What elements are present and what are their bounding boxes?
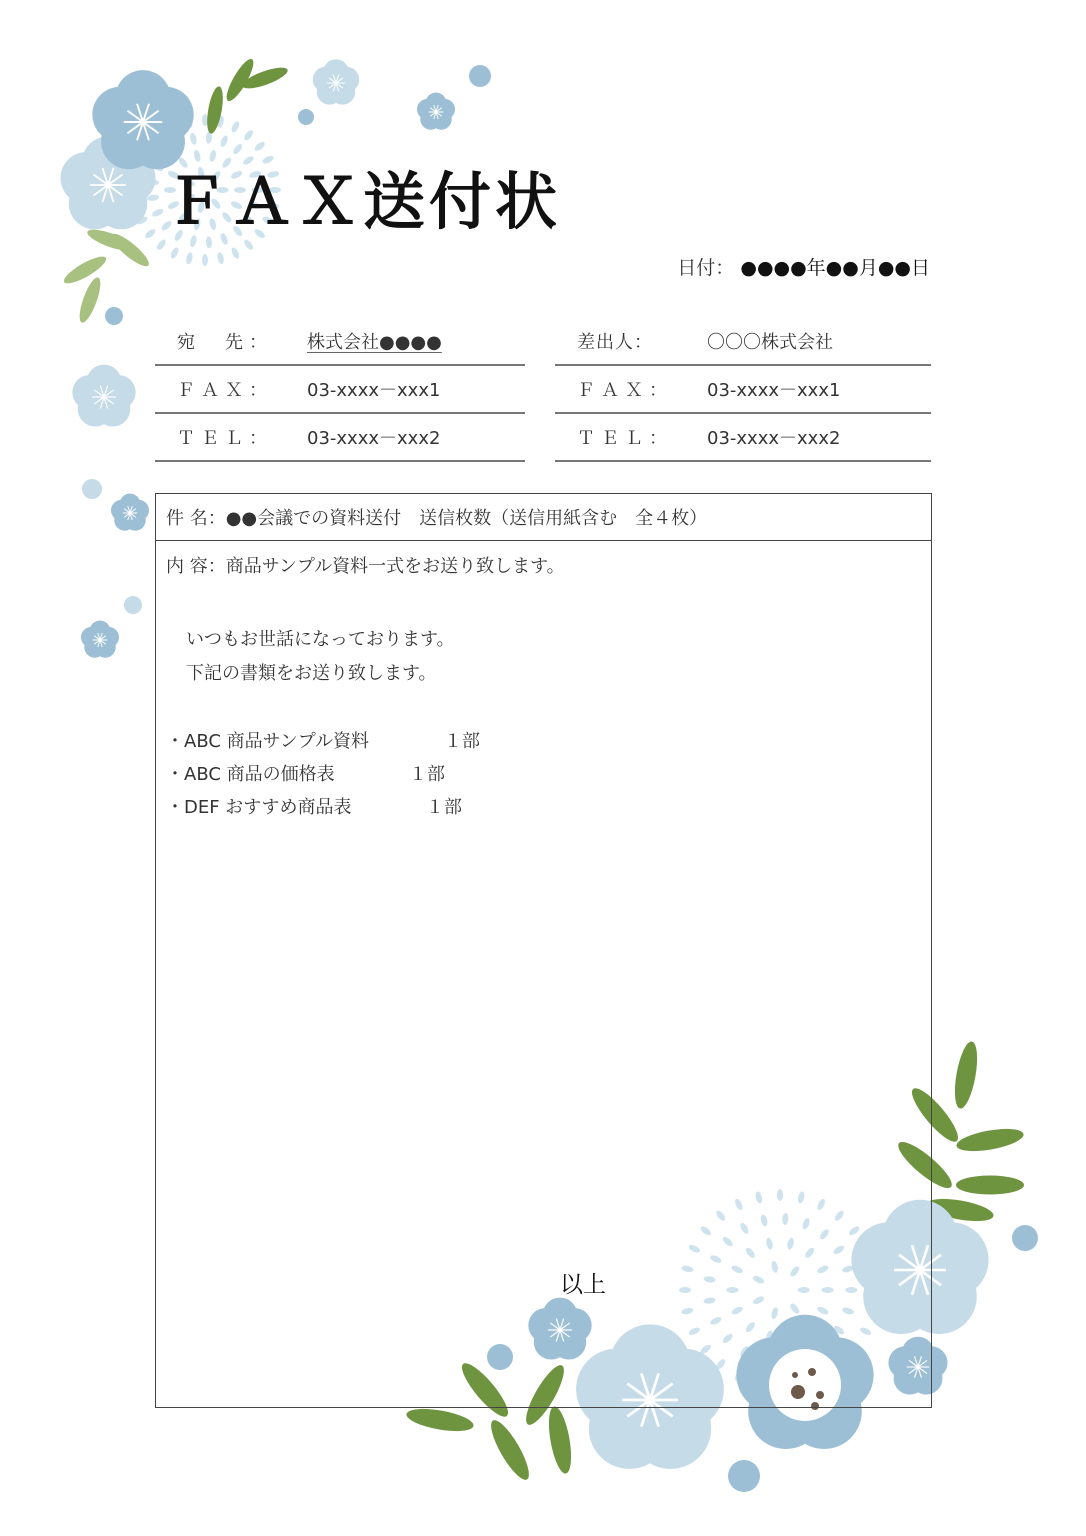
message-box bbox=[155, 493, 932, 1408]
field-value: 03-xxxx－xxx2 bbox=[307, 428, 441, 449]
field-value: 株式会社●●●● bbox=[307, 332, 442, 353]
field-label: ＦＡＸ： bbox=[577, 380, 673, 401]
leaf-icon bbox=[545, 1405, 576, 1475]
chrysanthemum-icon bbox=[144, 228, 157, 240]
list-item bbox=[166, 793, 462, 819]
sender-block bbox=[555, 318, 931, 462]
chrysanthemum-icon bbox=[169, 246, 180, 259]
field-value: 03-xxxx－xxx2 bbox=[707, 428, 841, 449]
leaf-icon bbox=[951, 1040, 982, 1110]
chrysanthemum-icon bbox=[151, 207, 164, 218]
dot-icon bbox=[728, 1460, 760, 1492]
chrysanthemum-icon bbox=[216, 252, 225, 265]
leaf-icon bbox=[955, 1125, 1025, 1156]
item-name: ・ABC 商品サンプル資料 bbox=[166, 731, 370, 752]
date-label: 日付： bbox=[677, 257, 735, 279]
field-value: 03-xxxx－xxx1 bbox=[707, 380, 841, 401]
sender-tel-row bbox=[555, 414, 931, 462]
leaf-icon bbox=[485, 1416, 535, 1484]
field-value: 〇〇〇株式会社 bbox=[707, 332, 833, 353]
field-label: ＴＥＬ： bbox=[177, 428, 273, 449]
chrysanthemum-icon bbox=[189, 132, 198, 145]
greeting-line-1: いつもお世話になっております。 bbox=[186, 629, 455, 650]
dot-icon bbox=[1012, 1225, 1038, 1251]
item-qty: １部 bbox=[409, 764, 445, 785]
field-label: 差出人： bbox=[577, 332, 653, 353]
chrysanthemum-icon bbox=[230, 246, 241, 259]
recipient-name-row bbox=[155, 318, 525, 366]
leaf-icon bbox=[61, 252, 109, 288]
dot-icon bbox=[82, 479, 102, 499]
dot-icon bbox=[469, 65, 491, 87]
chrysanthemum-icon bbox=[230, 120, 241, 133]
field-label: ＴＥＬ： bbox=[577, 428, 673, 449]
content-summary: 内 容：商品サンプル資料一式をお送り致します。 bbox=[166, 556, 565, 577]
item-name: ・DEF おすすめ商品表 bbox=[166, 797, 352, 818]
chrysanthemum-icon bbox=[253, 140, 266, 152]
dot-icon bbox=[105, 307, 123, 325]
dot-icon bbox=[298, 109, 314, 125]
chrysanthemum-icon bbox=[219, 134, 229, 147]
sender-fax-row bbox=[555, 366, 931, 414]
chrysanthemum-icon bbox=[243, 129, 255, 142]
leaf-icon bbox=[956, 1175, 1024, 1194]
chrysanthemum-icon bbox=[202, 254, 208, 266]
dot-icon bbox=[124, 596, 142, 614]
item-qty: １部 bbox=[426, 797, 462, 818]
chrysanthemum-icon bbox=[185, 252, 194, 265]
list-item bbox=[166, 727, 480, 753]
item-qty: １部 bbox=[444, 731, 480, 752]
recipient-block bbox=[155, 318, 525, 462]
field-label: 宛 先： bbox=[177, 332, 273, 353]
recipient-fax-row bbox=[155, 366, 525, 414]
closing-text: 以上 bbox=[560, 1272, 606, 1298]
field-label: ＦＡＸ： bbox=[177, 380, 273, 401]
page-title: ＦＡＸ送付状 bbox=[165, 165, 562, 238]
item-name: ・ABC 商品の価格表 bbox=[166, 764, 335, 785]
date-value: ●●●●年●●月●●日 bbox=[740, 257, 930, 279]
field-value: 03-xxxx－xxx1 bbox=[307, 380, 441, 401]
subject-line: 件 名：●●会議での資料送付 送信枚数（送信用紙含む 全４枚） bbox=[156, 494, 931, 541]
greeting-line-2: 下記の書類をお送り致します。 bbox=[186, 663, 437, 684]
chrysanthemum-icon bbox=[202, 114, 208, 126]
list-item bbox=[166, 760, 445, 786]
leaf-icon bbox=[204, 85, 226, 135]
sender-name-row bbox=[555, 318, 931, 366]
leaf-icon bbox=[75, 275, 104, 325]
date-line bbox=[677, 253, 930, 280]
leaf-icon bbox=[405, 1405, 475, 1436]
recipient-tel-row bbox=[155, 414, 525, 462]
